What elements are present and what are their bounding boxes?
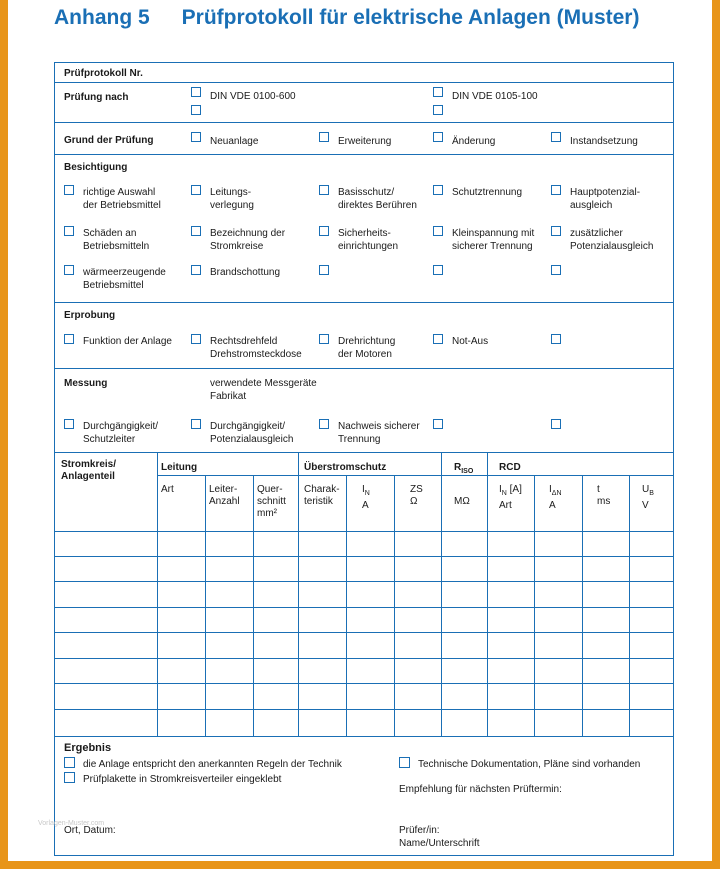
trial-label: Erprobung	[64, 310, 116, 321]
trial-c3-label: Drehrichtung der Motoren	[338, 336, 396, 360]
trial-c2-label: Rechtsdrehfeld Drehstromsteckdose	[210, 336, 302, 360]
trial-c1-label: Funktion der Anlage	[83, 336, 172, 347]
measuring-devices-label: verwendete Messgeräte Fabrikat	[210, 378, 317, 402]
th-t: t ms	[597, 484, 611, 507]
tester-label: Prüfer/in: Name/Unterschrift	[399, 825, 480, 849]
th-rcd-in: $I_N$ [A] Art	[499, 484, 522, 511]
standard-extra-checkbox-2[interactable]	[433, 105, 443, 115]
neuanlage-label: Neuanlage	[210, 136, 259, 147]
measurement-c3-checkbox[interactable]	[319, 419, 329, 429]
th-ueberstromschutz: Überstromschutz	[304, 462, 387, 473]
inspection-r1-c2-label: Leitungs- verlegung	[210, 187, 254, 211]
inspection-r1-c3-label: Basisschutz/ direktes Berühren	[338, 187, 417, 211]
page-title	[54, 6, 639, 30]
protocol-number-row	[55, 63, 673, 83]
trial-section	[55, 303, 673, 369]
inspection-r3-c1-label: wärmeerzeugende Betriebsmittel	[83, 267, 166, 291]
result-doku-checkbox[interactable]	[399, 757, 410, 768]
measurement-c2-checkbox[interactable]	[191, 419, 201, 429]
inspection-r2-c2-checkbox[interactable]	[191, 226, 201, 236]
th-charakteristik: Charak- teristik	[304, 484, 340, 507]
protocol-number-label: Prüfprotokoll Nr.	[64, 68, 143, 79]
th-idn: $I_{\Delta N}$ A	[549, 484, 562, 511]
measurement-section	[55, 369, 673, 453]
result-plakette-label: Prüfplakette in Stromkreisverteiler eingeklebt	[83, 774, 282, 785]
form-title: Prüfprotokoll für elektrische Anlagen (Muster)	[181, 6, 640, 29]
test-standard-row	[55, 83, 673, 123]
th-mohm: MΩ	[454, 496, 470, 507]
instandsetzung-checkbox[interactable]	[551, 132, 561, 142]
appendix-label: Anhang 5	[54, 6, 150, 29]
erweiterung-label: Erweiterung	[338, 136, 392, 147]
trial-c5-checkbox[interactable]	[551, 334, 561, 344]
measurement-c2-label: Durchgängigkeit/ Potenzialausgleich	[210, 421, 294, 445]
test-reason-label: Grund der Prüfung	[64, 135, 154, 146]
result-rules-label: die Anlage entspricht den anerkannten Regeln der Technik	[83, 759, 342, 770]
trial-c3-checkbox[interactable]	[319, 334, 329, 344]
place-date-label: Ort, Datum:	[64, 825, 116, 836]
inspection-r2-c3-label: Sicherheits- einrichtungen	[338, 228, 399, 252]
result-doku-label: Technische Dokumentation, Pläne sind vorhanden	[418, 759, 641, 770]
th-leitung: Leitung	[161, 462, 198, 473]
measurement-c4-checkbox[interactable]	[433, 419, 443, 429]
erweiterung-checkbox[interactable]	[319, 132, 329, 142]
inspection-r1-c1-label: richtige Auswahl der Betriebsmittel	[83, 187, 161, 211]
trial-c4-label: Not-Aus	[452, 336, 489, 347]
th-zs: ZS Ω	[410, 484, 423, 507]
test-reason-row	[55, 123, 673, 155]
inspection-r1-c5-checkbox[interactable]	[551, 185, 561, 195]
inspection-section	[55, 155, 673, 303]
din-0105-checkbox[interactable]	[433, 87, 443, 97]
din-0105-label: DIN VDE 0105-100	[452, 91, 538, 102]
inspection-r3-c1-checkbox[interactable]	[64, 265, 74, 275]
th-leiter-anzahl: Leiter- Anzahl	[209, 484, 240, 507]
measurement-c1-checkbox[interactable]	[64, 419, 74, 429]
inspection-r1-c4-label: Schutztrennung	[452, 187, 523, 198]
circuit-table	[55, 453, 673, 737]
protocol-form	[54, 62, 674, 856]
inspection-r3-c3-checkbox[interactable]	[319, 265, 329, 275]
result-section	[55, 737, 673, 855]
din-0100-label: DIN VDE 0100-600	[210, 91, 296, 102]
th-rcd: RCD	[499, 462, 521, 473]
inspection-r2-c3-checkbox[interactable]	[319, 226, 329, 236]
result-label: Ergebnis	[64, 742, 112, 754]
th-stromkreis: Stromkreis/ Anlagenteil	[61, 459, 117, 482]
instandsetzung-label: Instandsetzung	[570, 136, 638, 147]
inspection-r2-c1-checkbox[interactable]	[64, 226, 74, 236]
th-riso: $R_{ISO}$	[454, 462, 474, 475]
inspection-r2-c4-checkbox[interactable]	[433, 226, 443, 236]
inspection-r1-c3-checkbox[interactable]	[319, 185, 329, 195]
inspection-r3-c2-label: Brandschottung	[210, 267, 281, 278]
standard-extra-checkbox-1[interactable]	[191, 105, 201, 115]
trial-c2-checkbox[interactable]	[191, 334, 201, 344]
inspection-r2-c5-label: zusätzlicher Potenzialausgleich	[570, 228, 654, 252]
inspection-r1-c5-label: Hauptpotenzial- ausgleich	[570, 187, 641, 211]
test-standard-label: Prüfung nach	[64, 92, 129, 103]
result-plakette-checkbox[interactable]	[64, 772, 75, 783]
aenderung-label: Änderung	[452, 136, 496, 147]
din-0100-checkbox[interactable]	[191, 87, 201, 97]
inspection-r3-c4-checkbox[interactable]	[433, 265, 443, 275]
aenderung-checkbox[interactable]	[433, 132, 443, 142]
neuanlage-checkbox[interactable]	[191, 132, 201, 142]
th-in: $I_N$ A	[362, 484, 370, 511]
th-ub: $U_B$ V	[642, 484, 654, 511]
result-rules-checkbox[interactable]	[64, 757, 75, 768]
inspection-r3-c2-checkbox[interactable]	[191, 265, 201, 275]
inspection-r3-c5-checkbox[interactable]	[551, 265, 561, 275]
inspection-r1-c2-checkbox[interactable]	[191, 185, 201, 195]
inspection-r2-c5-checkbox[interactable]	[551, 226, 561, 236]
inspection-r2-c1-label: Schäden an Betriebsmitteln	[83, 228, 150, 252]
inspection-label: Besichtigung	[64, 162, 128, 173]
measurement-c5-checkbox[interactable]	[551, 419, 561, 429]
inspection-r1-c1-checkbox[interactable]	[64, 185, 74, 195]
trial-c4-checkbox[interactable]	[433, 334, 443, 344]
inspection-r2-c4-label: Kleinspannung mit sicherer Trennung	[452, 228, 535, 252]
th-querschnitt: Quer- schnitt mm²	[257, 484, 286, 519]
form-page	[8, 0, 712, 861]
measurement-c3-label: Nachweis sicherer Trennung	[338, 421, 420, 445]
next-test-date-label: Empfehlung für nächsten Prüftermin:	[399, 784, 562, 795]
inspection-r2-c2-label: Bezeichnung der Stromkreise	[210, 228, 286, 252]
watermark: Vorlagen-Muster.com	[38, 820, 105, 827]
trial-c1-checkbox[interactable]	[64, 334, 74, 344]
th-art: Art	[161, 484, 174, 495]
measurement-c1-label: Durchgängigkeit/ Schutzleiter	[83, 421, 159, 445]
measurement-label: Messung	[64, 378, 108, 389]
inspection-r1-c4-checkbox[interactable]	[433, 185, 443, 195]
